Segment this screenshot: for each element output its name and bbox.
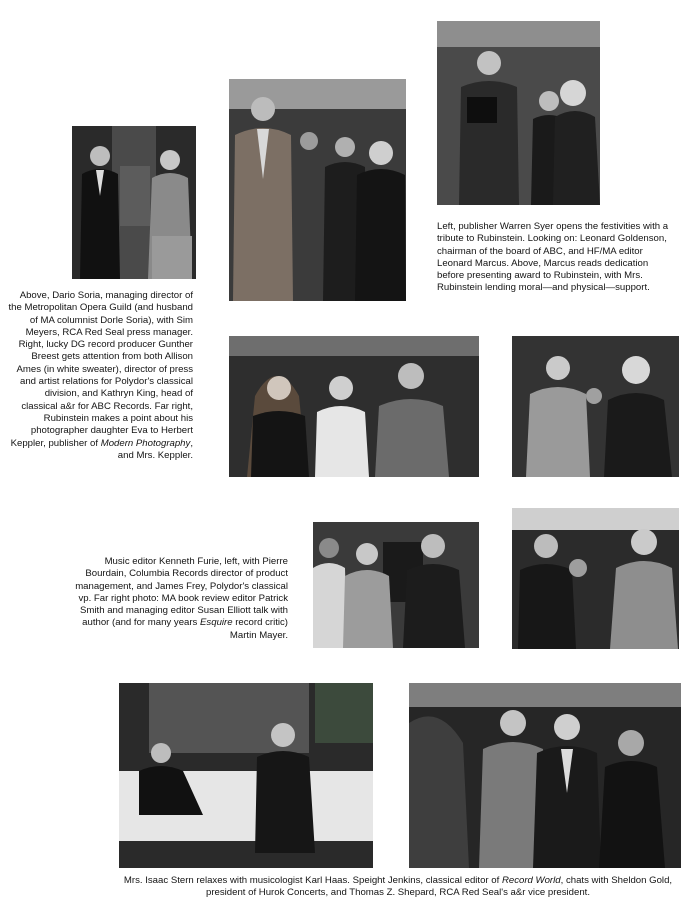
caption-stern-jenkins <box>114 875 682 900</box>
caption-soria-part2: , and Mrs. Keppler. <box>117 437 193 461</box>
photo-rubinstein-smiling <box>512 336 679 477</box>
caption-soria-italic: Modern Photography <box>100 437 191 449</box>
photo-smith-elliott-mayer <box>512 508 679 649</box>
caption-soria-breest-rubinstein <box>6 290 193 462</box>
caption-soria-part1: Above, Dario Soria, managing director of the Metropolitan Opera Guild (and husband of MA columnist Dorle Soria), with Sim Meyers, RCA Red Seal press manager. Right, lucky DG record producer Gunther Breest gets attention from both Allison Ames (in white sweater), director of press and artist relations for Polydor's classical division, and Kathryn King, head of classical a&r for ABC Records. Far right, Rubinstein makes a point about his photographer daughter Eva to Herbert Keppler, publisher of <box>8 290 193 449</box>
caption-furie-italic: Esquire <box>200 617 233 629</box>
photo-soria-meyers <box>72 126 196 279</box>
caption-furie-part1: Music editor Kenneth Furie, left, with Pierre Bourdain, Columbia Records director of product management, and James Frey, Polydor's classical vp. Far right photo: MA book review editor Patrick Smith and managing editor Susan Elliott talk with author (and for many years <box>75 556 288 629</box>
photo-rubinstein-keppler <box>229 336 479 477</box>
photo-jenkins-gold-shepard <box>409 683 681 868</box>
photo-syer-tribute <box>437 21 600 205</box>
caption-syer-text: Left, publisher Warren Syer opens the festivities with a tribute to Rubinstein. Looking on: Leonard Goldenson, chairman of the board of ABC, and HF/MA editor Leonard Marcus. Above, Marcus reads dedication before presenting award to Rubinstein, with Mrs. Rubinstein lending moral—and physical—support. <box>437 221 669 294</box>
photo-furie-bourdain-frey <box>313 522 479 648</box>
caption-stern-part2: , chats with Sheldon Gold, president of Hurok Concerts, and Thomas Z. Shepard, RCA Red Seal's a&r vice president. <box>206 875 673 899</box>
photo-stern-haas <box>119 683 373 868</box>
caption-syer-tribute <box>437 221 677 295</box>
caption-stern-part1: Mrs. Isaac Stern relaxes with musicologist Karl Haas. Speight Jenkins, classical editor of <box>123 875 502 886</box>
photo-tribute-gathering <box>229 79 406 301</box>
caption-furie-smith-mayer <box>68 556 288 642</box>
caption-stern-italic: Record World <box>501 875 561 886</box>
caption-furie-part2: record critic) Martin Mayer. <box>229 617 288 641</box>
